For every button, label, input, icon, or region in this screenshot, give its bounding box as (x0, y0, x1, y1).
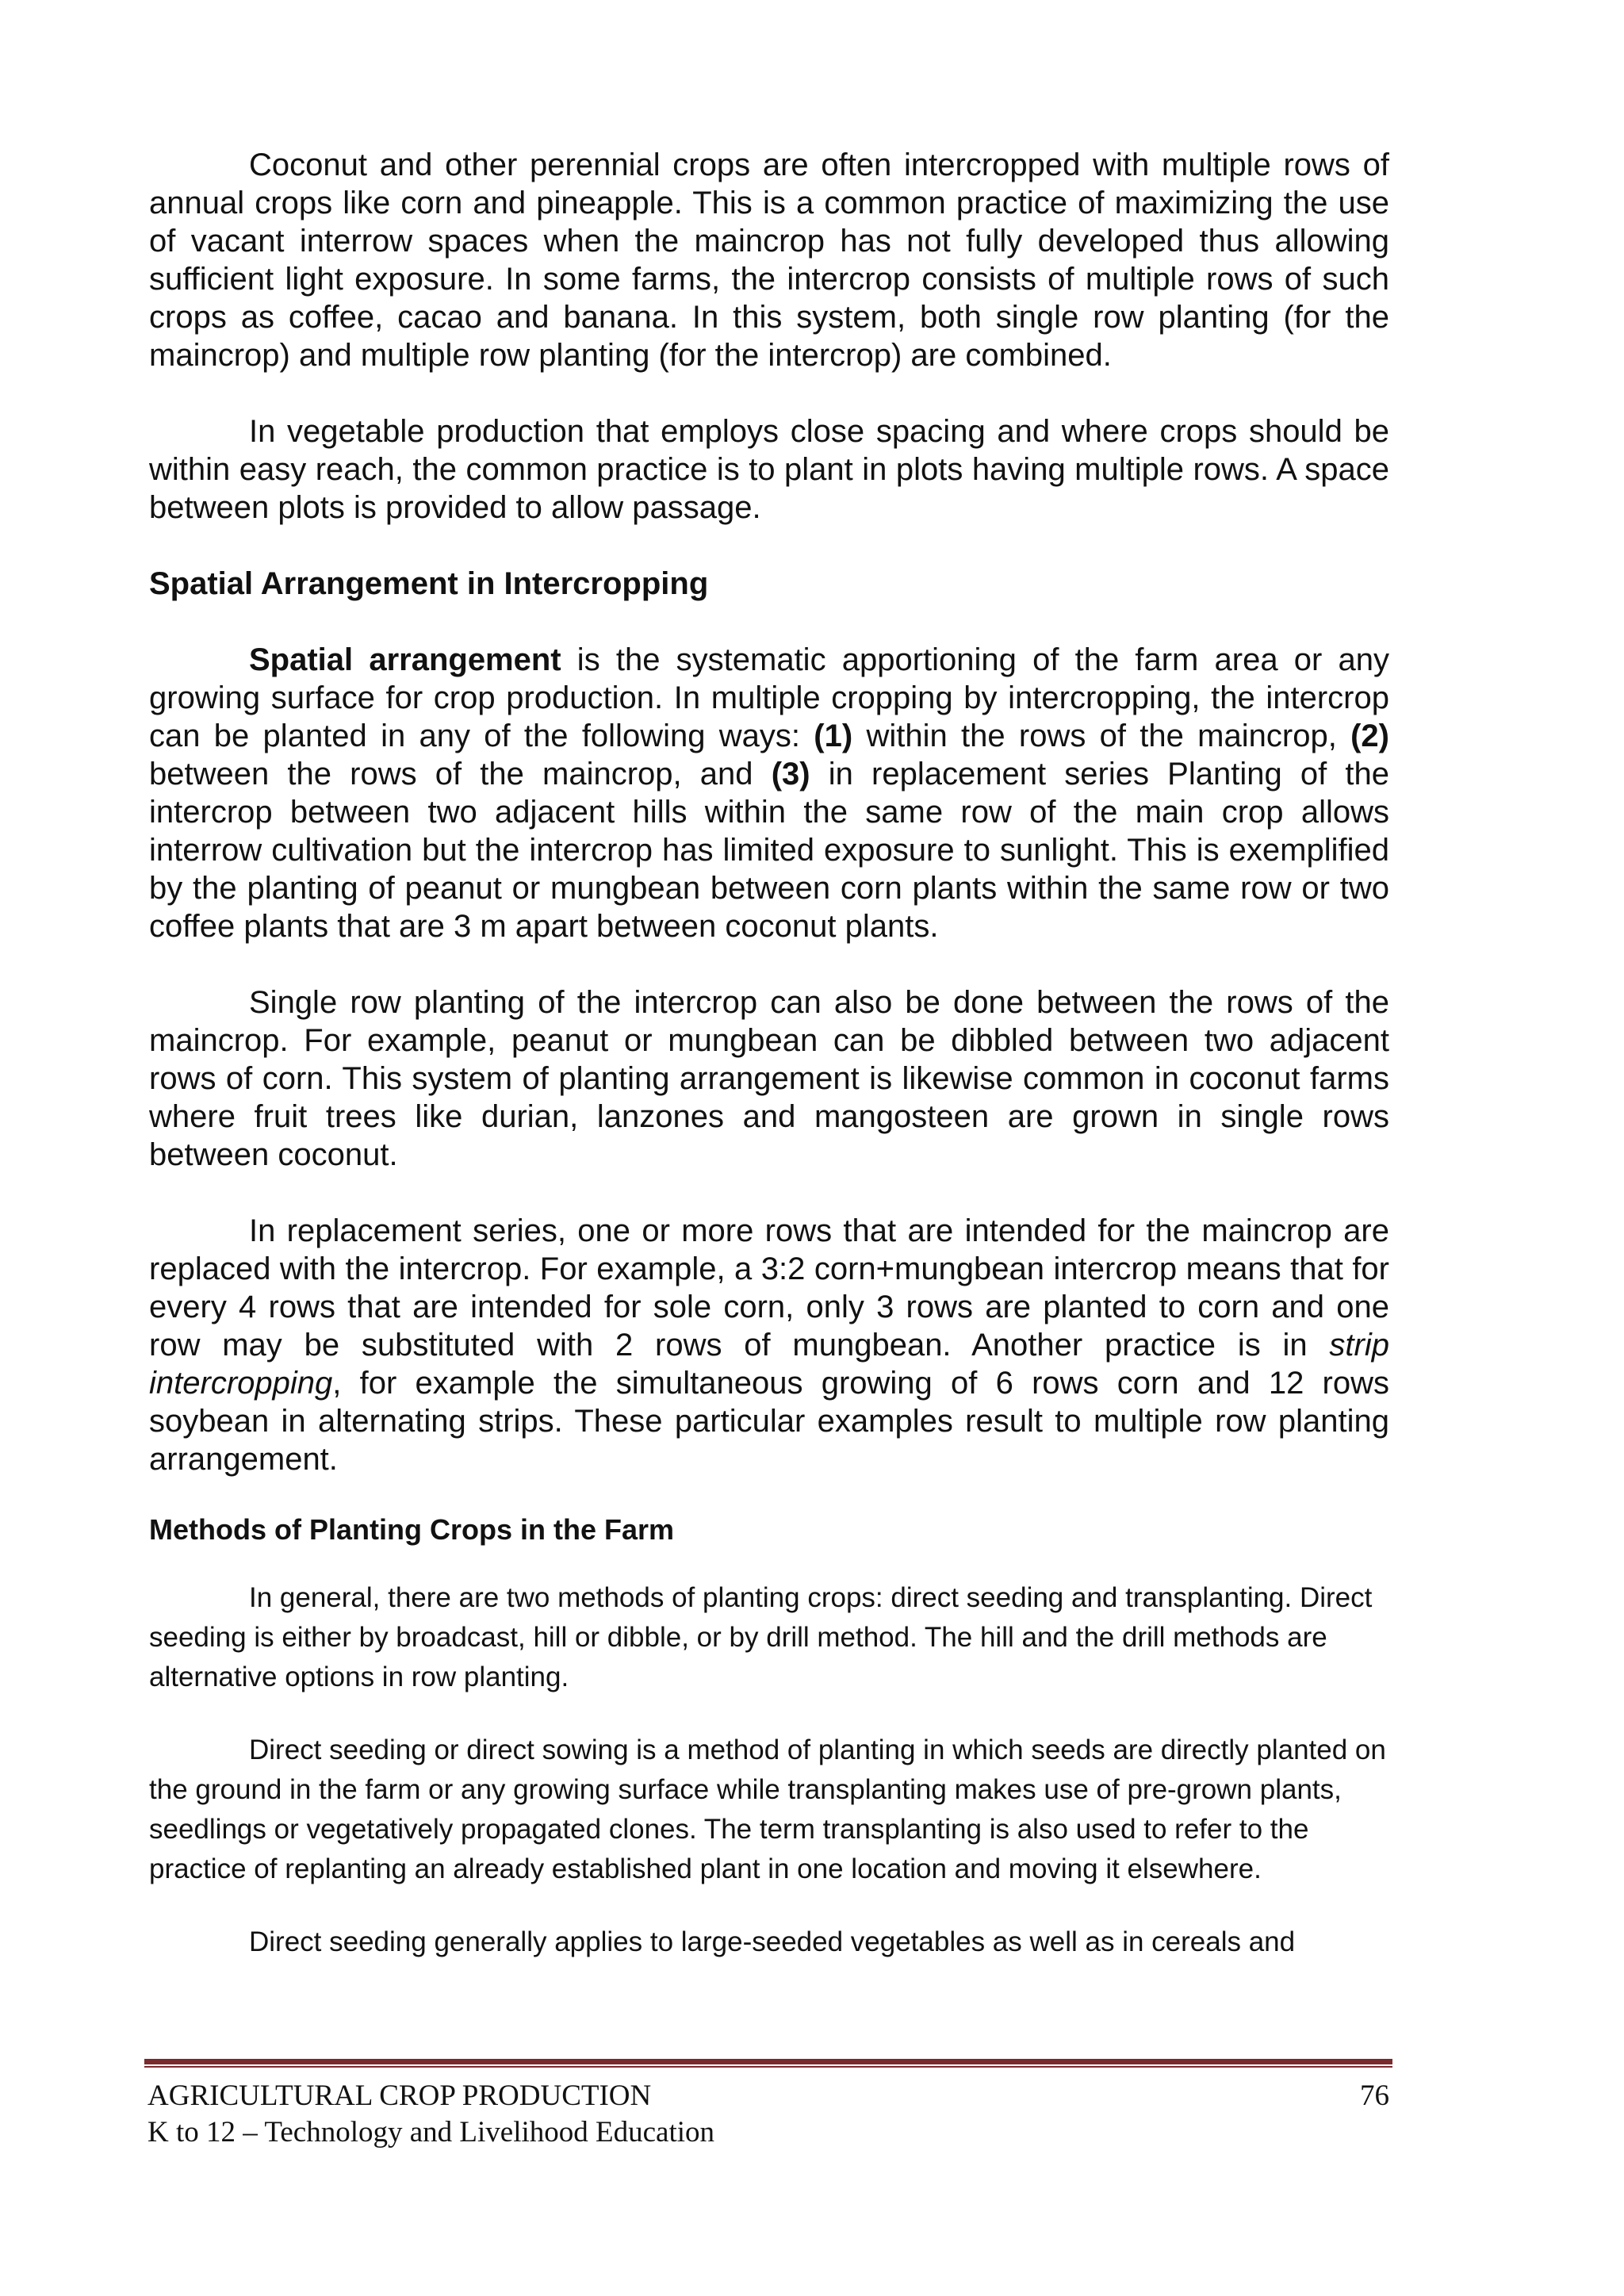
footer-subtitle: K to 12 – Technology and Livelihood Education (147, 2116, 715, 2148)
paragraph: Direct seeding generally applies to large-seeded vegetables as well as in cereals and (249, 1926, 1296, 1957)
text-run: between the rows of the maincrop, and (149, 757, 772, 792)
text-run: is the systematic apportioning of the farm area or any growing surface for crop production. In multiple cropping by intercropping, the intercrop can be planted in any of the following ways: (149, 642, 1390, 753)
italic-term: strip intercropping (149, 1328, 1389, 1401)
paragraph: Coconut and other perennial crops are often intercropped with multiple rows of annual crops like corn and pineapple. This is a common practice of maximizing the use of vacant interrow spaces when the maincrop has not fully developed thus allowing sufficient light exposure. In some farms, the intercrop consists of multiple rows of such crops as coffee, cacao and banana. In this system, both single row planting (for the maincrop) and multiple row planting (for the intercrop) are combined. (149, 148, 1389, 373)
footer-rule-thin (144, 2066, 1392, 2068)
paragraph: In general, there are two methods of planting crops: direct seeding and transplanting. Direct seeding is either by broadcast, hill or dibble, or by drill method. The hill and the drill methods are alternative options in row planting. (149, 1582, 1373, 1692)
paragraph (149, 641, 1389, 945)
paragraph: In vegetable production that employs close spacing and where crops should be within easy reach, the common practice is to plant in plots having multiple rows. A space between plots is provided to allow passage. (149, 414, 1389, 525)
section-heading: Methods of Planting Crops in the Farm (149, 1513, 675, 1546)
page-content (149, 146, 1389, 1995)
section-heading: Spatial Arrangement in Intercropping (149, 566, 709, 601)
paragraph (149, 1212, 1389, 1478)
list-number: (1) (814, 719, 853, 753)
page-footer (147, 2078, 1389, 2151)
bold-term: Spatial arrangement (249, 642, 561, 677)
paragraph: Single row planting of the intercrop can also be done between the rows of the maincrop. For example, peanut or mungbean can be dibbled between two adjacent rows of corn. This system of planting arrangement is likewise common in coconut farms where fruit trees like durian, lanzones and mangosteen are grown in single rows between coconut. (149, 985, 1389, 1172)
footer-rule-thick (144, 2059, 1392, 2064)
paragraph: Direct seeding or direct sowing is a method of planting in which seeds are directly planted on the ground in the farm or any growing surface while transplanting makes use of pre-grown plants, seedlings or vegetatively propagated clones. The term transplanting is also used to refer to the practice of replanting an already established plant in one location and moving it elsewhere. (149, 1734, 1386, 1884)
text-run: In replacement series, one or more rows that are intended for the maincrop are replaced with the intercrop. For example, a 3:2 corn+mungbean intercrop means that for every 4 rows that are intended for sole corn, only 3 rows are planted to corn and one row may be substituted with 2 rows of mungbean. Another practice is in (149, 1213, 1389, 1363)
text-run: in replacement series Planting of the intercrop between two adjacent hills within the same row of the main crop allows interrow cultivation but the intercrop has limited exposure to sunlight. This is exemplified by the planting of peanut or mungbean between corn plants within the same row or two coffee plants that are 3 m apart between coconut plants. (149, 757, 1389, 944)
text-run: within the rows of the maincrop, (852, 719, 1351, 753)
list-number: (2) (1350, 719, 1389, 753)
footer-title: AGRICULTURAL CROP PRODUCTION (147, 2079, 652, 2112)
list-number: (3) (771, 757, 810, 792)
page-number: 76 (1360, 2079, 1389, 2112)
footer-divider (144, 2059, 1392, 2068)
text-run: , for example the simultaneous growing of 6 rows corn and 12 rows soybean in alternating strips. These particular examples result to multiple row planting arrangement. (149, 1366, 1389, 1477)
